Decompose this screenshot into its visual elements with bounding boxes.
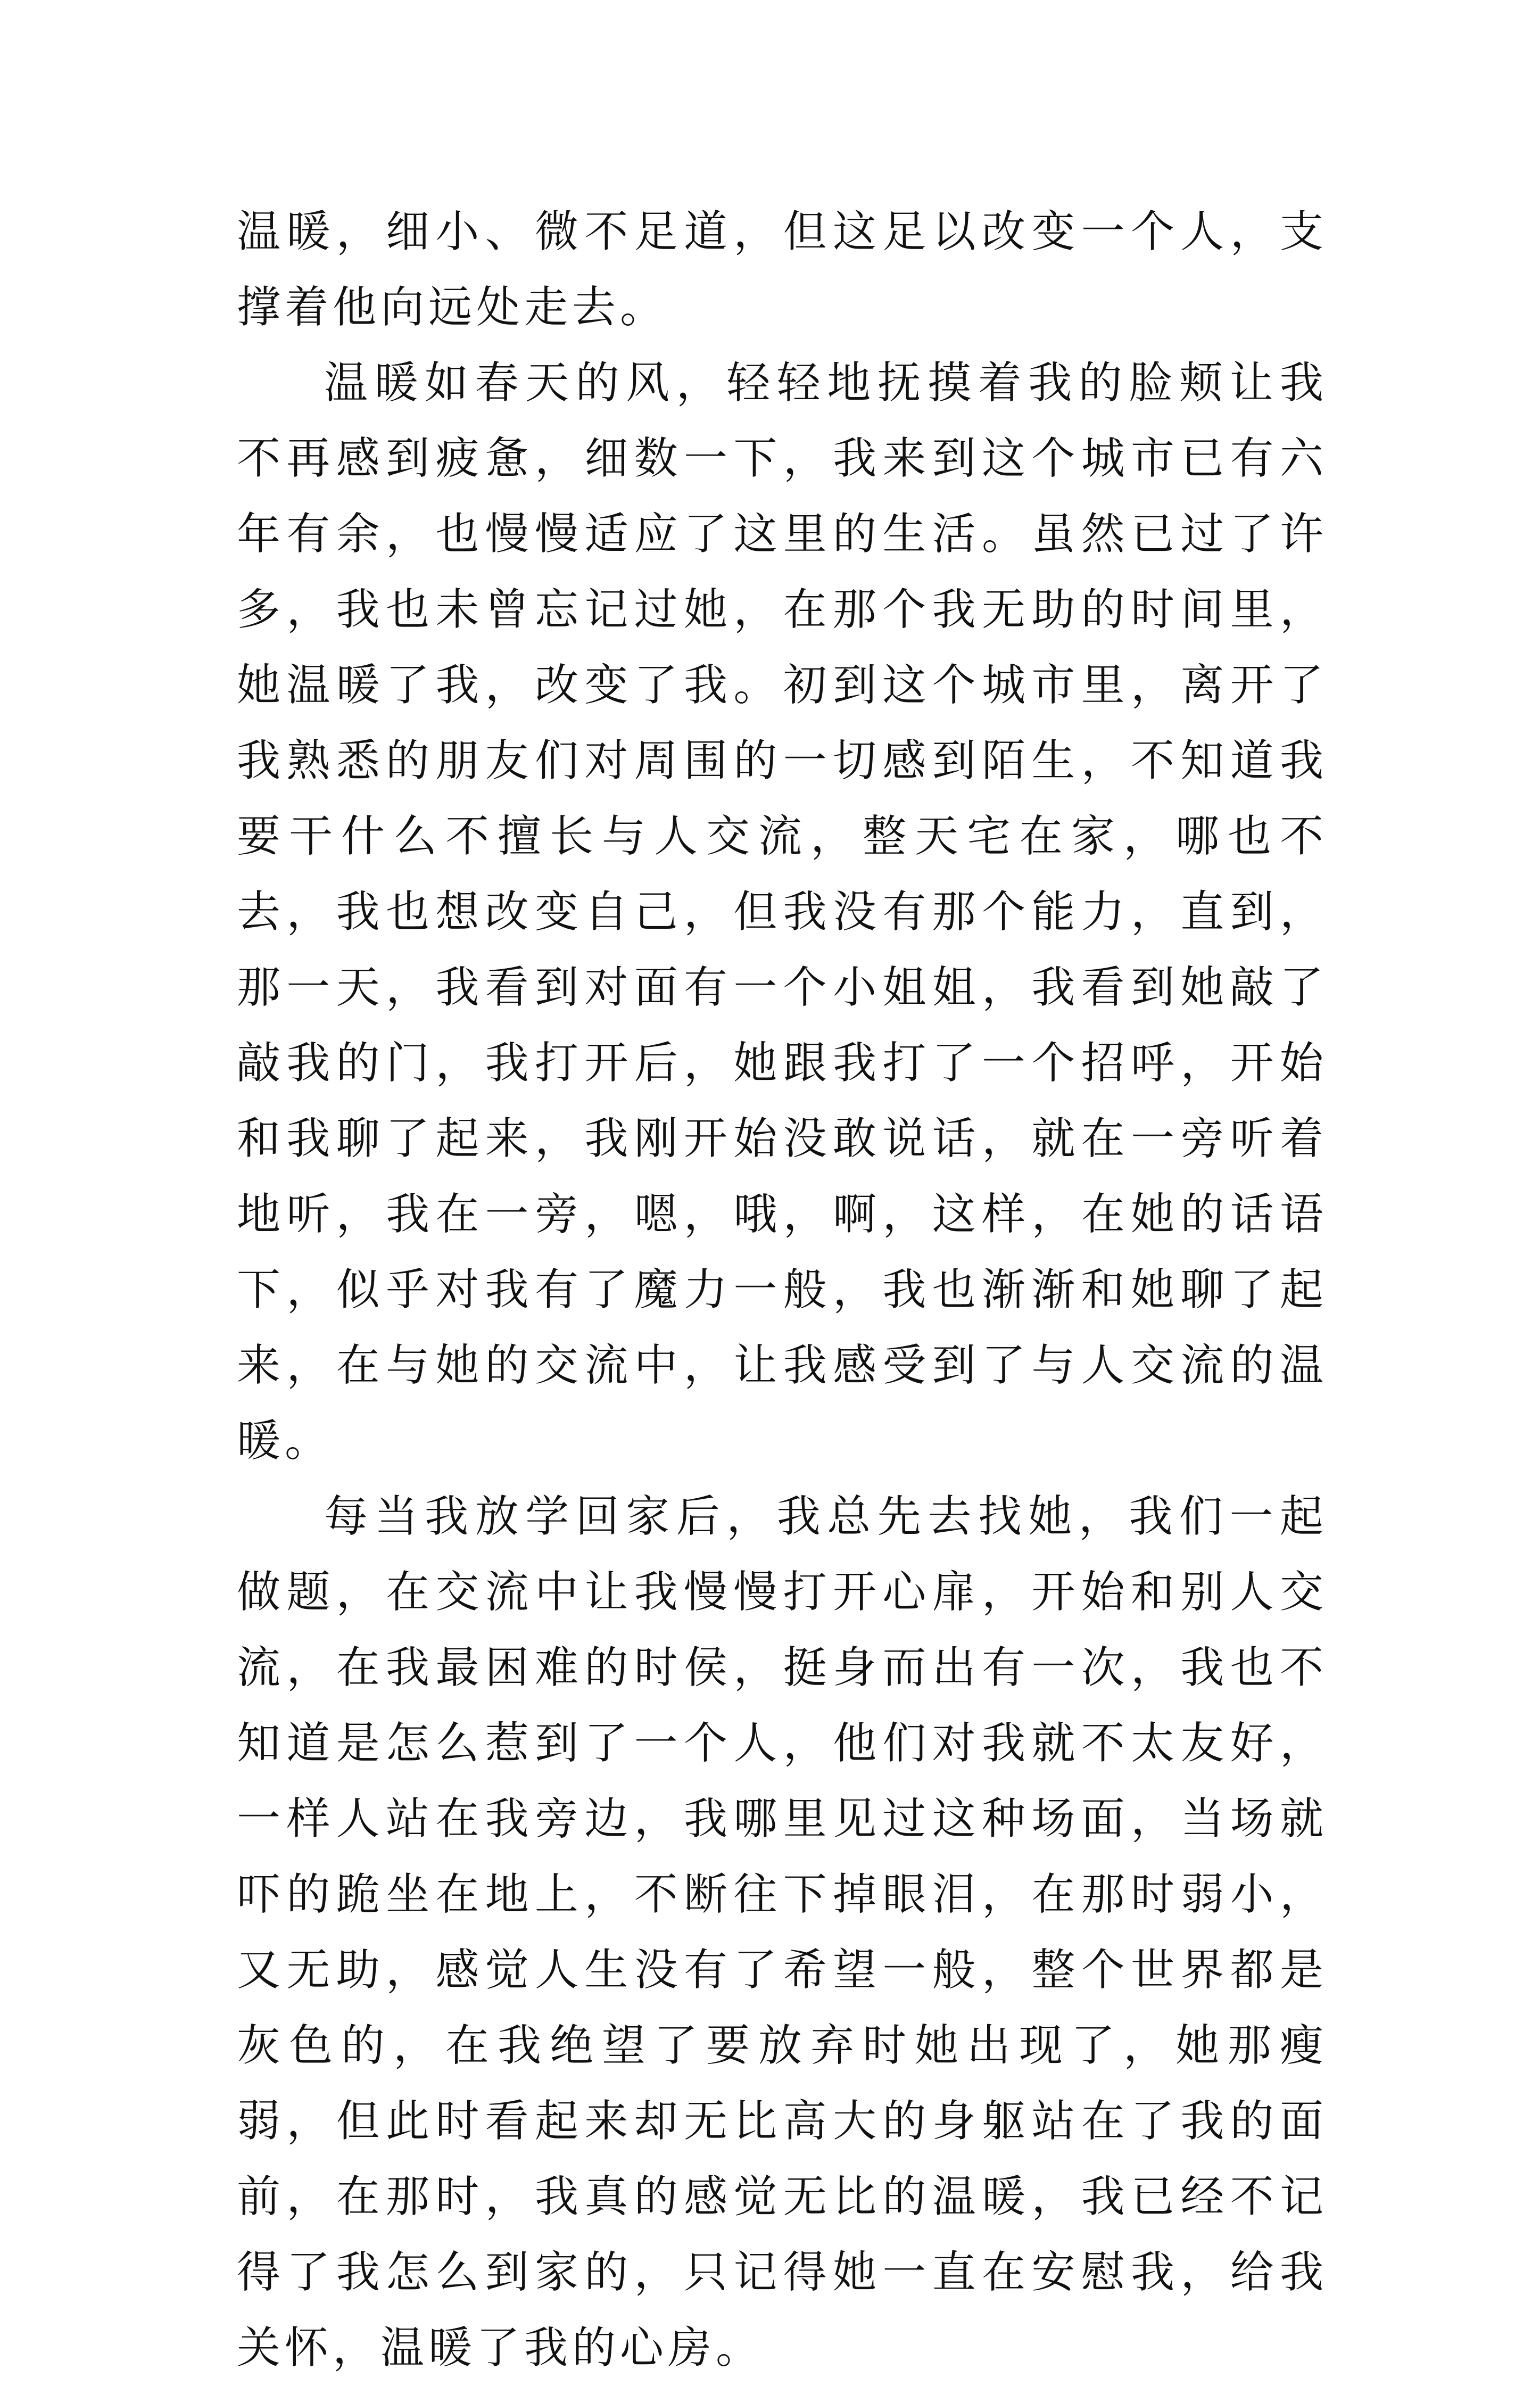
essay-body bbox=[237, 194, 1328, 2386]
paragraph-3: 每当我放学回家后，我总先去找她，我们一起做题，在交流中让我慢慢打开心扉，开始和别人交流，在我最困难的时侯，挺身而出有一次，我也不知道是怎么惹到了一个人，他们对我就不太友好，一样人站在我旁边，我哪里见过这种场面，当场就吓的跪坐在地上，不断往下掉眼泪，在那时弱小，又无助，感觉人生没有了希望一般，整个世界都是灰色的，在我绝望了要放弃时她出现了，她那瘦弱，但此时看起来却无比高大的身躯站在了我的面前，在那时，我真的感觉无比的温暖，我已经不记得了我怎么到家的，只记得她一直在安慰我，给我关怀，温暖了我的心房。 bbox=[237, 1491, 1328, 2373]
paragraph-1: 温暖，细小、微不足道，但这足以改变一个人，支撑着他向远处走去。 bbox=[237, 207, 1328, 333]
paragraph-2: 温暖如春天的风，轻轻地抚摸着我的脸颊让我不再感到疲惫，细数一下，我来到这个城市已有六年有余，也慢慢适应了这里的生活。虽然已过了许多，我也未曾忘记过她，在那个我无助的时间里，她温暖了我，改变了我。初到这个城市里，离开了我熟悉的朋友们对周围的一切感到陌生，不知道我要干什么不擅长与人交流，整天宅在家，哪也不去，我也想改变自己，但我没有那个能力，直到，那一天，我看到对面有一个小姐姐，我看到她敲了敲我的门，我打开后，她跟我打了一个招呼，开始和我聊了起来，我刚开始没敢说话，就在一旁听着地听，我在一旁，嗯，哦，啊，这样，在她的话语下，似乎对我有了魔力一般，我也渐渐和她聊了起来，在与她的交流中，让我感受到了与人交流的温暖。 bbox=[237, 358, 1328, 1466]
